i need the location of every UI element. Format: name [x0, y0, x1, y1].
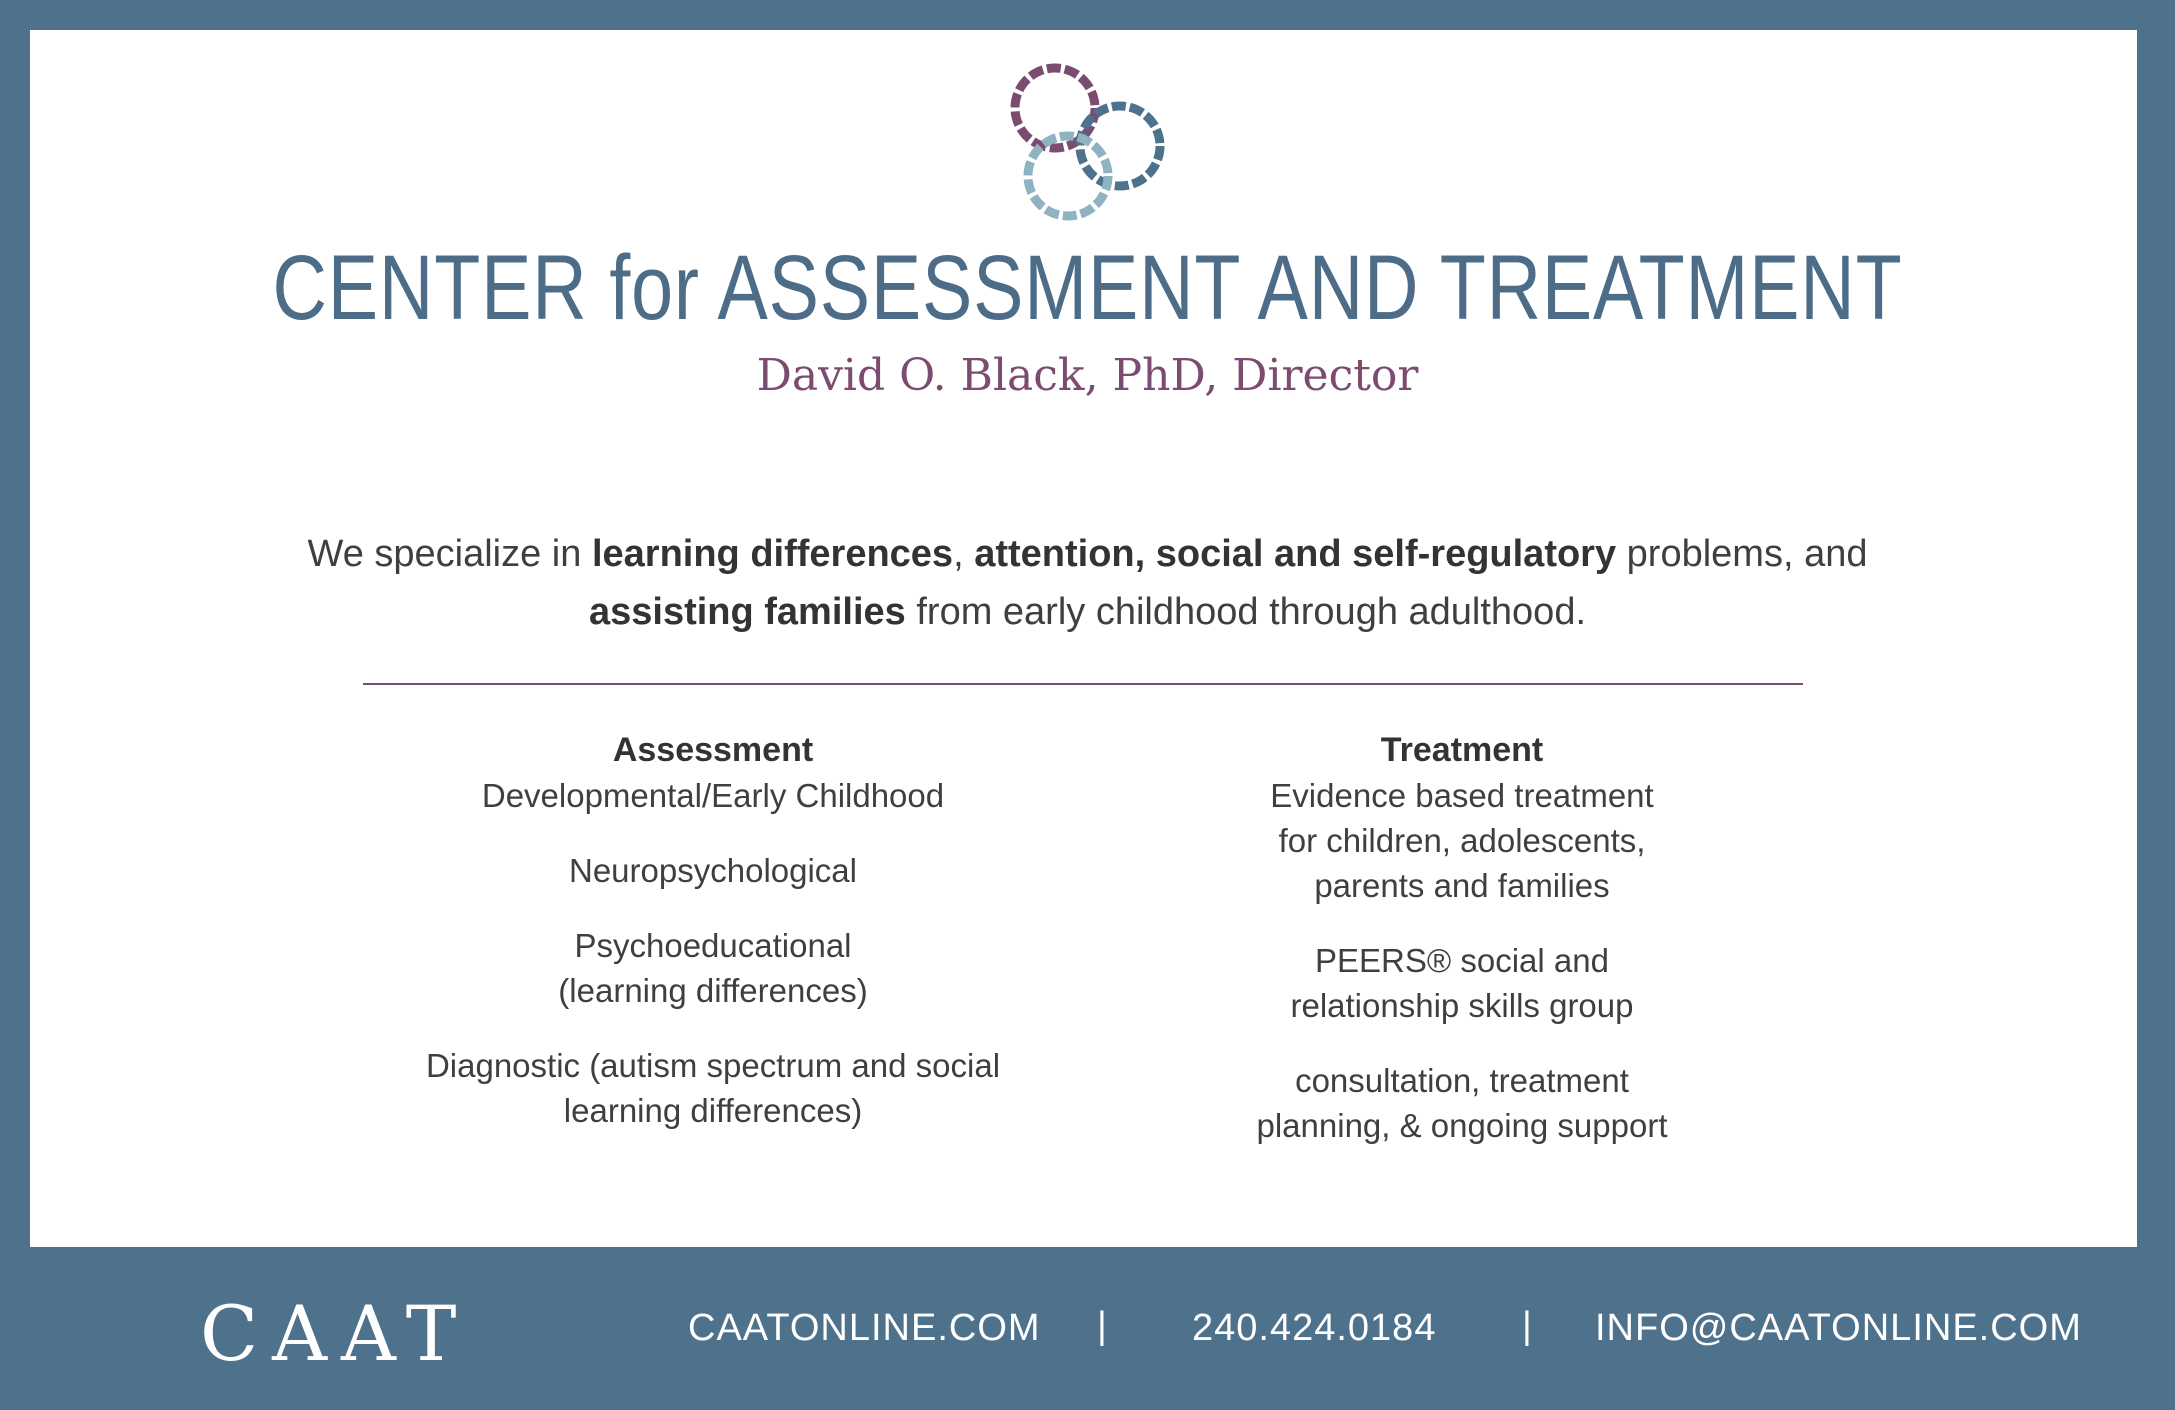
intro-paragraph: We specialize in learning differences, attention, social and self-regulatory problems, and assisting families from early childhood through adulthood.: [307, 533, 1868, 633]
email-link[interactable]: INFO@CAATONLINE.COM: [1595, 1307, 2082, 1349]
list-item: Diagnostic (autism spectrum and social learning differences): [425, 1047, 1001, 1129]
treatment-column: [1112, 728, 1812, 1178]
phone-link[interactable]: 240.424.0184: [1192, 1307, 1437, 1349]
director-name: David O. Black, PhD, Director: [756, 350, 1419, 401]
treatment-heading: Treatment: [1380, 731, 1544, 769]
page-title: CENTER for ASSESSMENT AND TREATMENT: [272, 237, 1903, 339]
list-item: PEERS® social and relationship skills group: [1290, 942, 1634, 1024]
footer-bar: [0, 1247, 2175, 1410]
separator: |: [1522, 1305, 1532, 1347]
assessment-heading: Assessment: [612, 731, 814, 769]
website-link[interactable]: CAATONLINE.COM: [688, 1307, 1041, 1349]
list-item: Evidence based treatment for children, adolescents, parents and families: [1270, 777, 1654, 904]
assessment-column: [363, 728, 1063, 1163]
list-item: Neuropsychological: [569, 852, 857, 889]
separator: |: [1097, 1305, 1107, 1347]
list-item: consultation, treatment planning, & ongoing support: [1256, 1062, 1668, 1144]
brand-logo-text: CAAT: [200, 1289, 471, 1378]
list-item: Psychoeducational (learning differences): [558, 927, 868, 1009]
list-item: Developmental/Early Childhood: [481, 777, 945, 814]
logo-rings-icon: [1000, 58, 1180, 228]
divider: [363, 683, 1803, 685]
